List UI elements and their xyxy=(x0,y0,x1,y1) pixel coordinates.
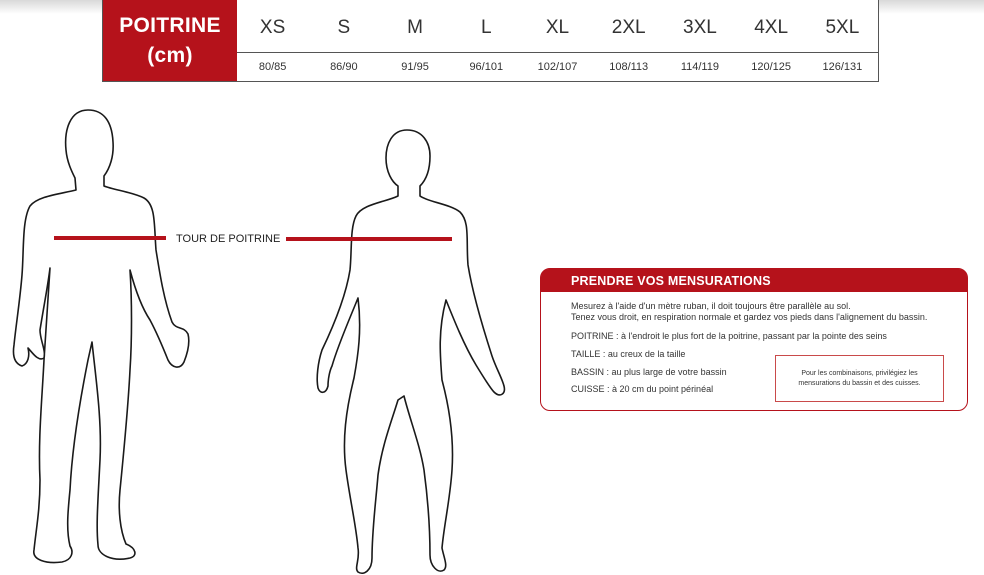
male-figure-outline xyxy=(13,110,188,563)
measurement-cell: 108/113 xyxy=(609,61,649,73)
rule-waist: TAILLE : au creux de la taille xyxy=(571,349,686,359)
jumpsuit-note: Pour les combinaisons, privilégiez les mensurations du bassin et des cuisses. xyxy=(775,355,944,402)
measurements-row xyxy=(237,53,878,81)
measurement-cell: 96/101 xyxy=(469,61,504,73)
sizes-row xyxy=(237,0,878,53)
size-chart-table xyxy=(102,0,879,82)
size-cell: 5XL xyxy=(825,17,860,38)
instructions-title: PRENDRE VOS MENSURATIONS xyxy=(541,269,967,292)
size-cell: 3XL xyxy=(683,17,717,38)
size-cell: 4XL xyxy=(754,17,789,38)
size-cell: M xyxy=(407,17,423,38)
header-title: POITRINE xyxy=(119,13,221,37)
measurement-cell: 80/85 xyxy=(258,61,287,73)
size-cell: XS xyxy=(259,17,286,38)
intro-line: Tenez vous droit, en respiration normale et gardez vos pieds dans l'alignement du bassin. xyxy=(571,312,928,322)
measurement-cell: 102/107 xyxy=(537,61,578,73)
body-silhouettes xyxy=(0,90,540,575)
rule-chest: POITRINE : à l'endroit le plus fort de la poitrine, passant par la pointe des seins xyxy=(571,331,887,341)
female-figure-outline xyxy=(317,130,504,573)
table-header xyxy=(103,0,237,81)
size-cell: L xyxy=(480,17,492,38)
measurement-cell: 86/90 xyxy=(330,61,358,73)
measurement-instructions-box xyxy=(540,268,968,411)
measurement-cell: 120/125 xyxy=(751,61,792,73)
chest-measure-label: TOUR DE POITRINE xyxy=(176,233,281,245)
measurement-cell: 114/119 xyxy=(680,61,719,73)
measurement-cell: 91/95 xyxy=(401,61,429,73)
size-cell: XL xyxy=(545,17,570,38)
size-cell: 2XL xyxy=(611,17,646,38)
rule-hips: BASSIN : au plus large de votre bassin xyxy=(571,367,727,377)
intro-line: Mesurez à l'aide d'un mètre ruban, il doit toujours être parallèle au sol. xyxy=(571,301,851,311)
measurement-cell: 126/131 xyxy=(822,61,863,73)
size-cell: S xyxy=(337,17,351,38)
table-columns xyxy=(237,0,878,81)
rule-thigh: CUISSE : à 20 cm du point périnéal xyxy=(571,384,714,394)
instructions-intro xyxy=(571,301,927,323)
header-unit: (cm) xyxy=(147,43,193,67)
